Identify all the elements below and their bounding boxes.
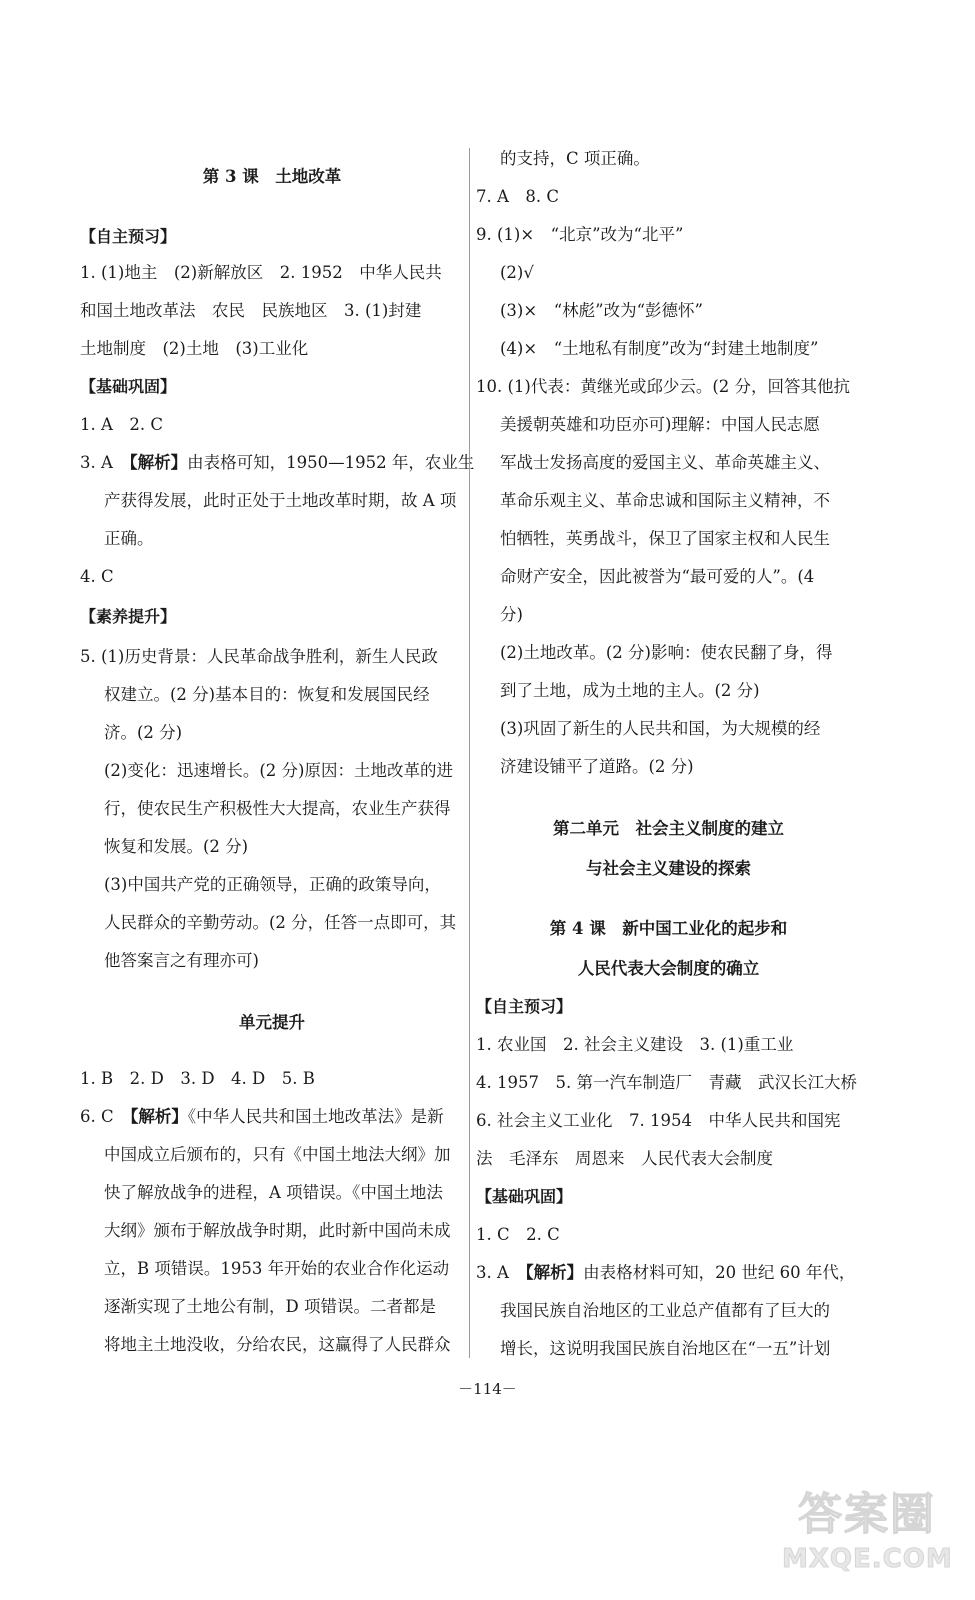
analysis-text: 由表格材料可知，20 世纪 60 年代，: [583, 1263, 856, 1282]
preview-line: 和国土地改革法 农民 民族地区 3. (1)封建: [80, 301, 422, 320]
answer-line: 分): [500, 605, 523, 624]
basic-heading: 【基础巩固】: [476, 1187, 573, 1206]
answer-line: (2)√: [500, 263, 534, 282]
answer-line: 行，使农民生产积极性大大提高，农业生产获得: [104, 799, 451, 818]
answer-line: 1. A 2. C: [80, 415, 164, 434]
unit-review-title: 单元提升: [239, 1013, 305, 1032]
answer-line: 的支持，C 项正确。: [500, 149, 650, 168]
lesson3-title: 第 3 课 土地改革: [202, 167, 342, 186]
basic-heading: 【基础巩固】: [80, 377, 177, 396]
answer-line: 正确。: [104, 529, 154, 548]
answer-line: 7. A 8. C: [476, 187, 560, 206]
analysis-tag: 【解析】: [129, 453, 188, 472]
unit2-subtitle: 与社会主义建设的探索: [586, 859, 751, 878]
answer-line: 增长，这说明我国民族自治地区在“一五”计划: [500, 1339, 831, 1358]
answer-line: (2)变化：迅速增长。(2 分)原因：土地改革的进: [104, 761, 453, 780]
answer-line: 他答案言之有理亦可): [104, 951, 259, 970]
analysis-text: 《中华人民共和国土地改革法》是新: [187, 1107, 444, 1126]
answer-line: 快了解放战争的进程，A 项错误。《中国土地法: [104, 1183, 443, 1202]
watermark-url: MXQE.COM: [782, 1544, 953, 1574]
page-number: －114－: [458, 1380, 517, 1398]
preview-line: 土地制度 (2)土地 (3)工业化: [80, 339, 309, 358]
answer-line: 军战士发扬高度的爱国主义、革命英雄主义、: [500, 453, 830, 472]
preview-heading: 【自主预习】: [476, 997, 573, 1016]
answer-line: 1. B 2. D 3. D 4. D 5. B: [80, 1069, 315, 1088]
analysis-tag: 【解析】: [130, 1107, 188, 1126]
answer-line: 产获得发展，此时正处于土地改革时期，故 A 项: [104, 491, 457, 510]
answer-line: 逐渐实现了土地公有制，D 项错误。二者都是: [104, 1297, 436, 1316]
answer-line: 济。(2 分): [104, 723, 183, 742]
answer-line: (3)× “林彪”改为“彭德怀”: [500, 301, 703, 320]
answer-line: 恢复和发展。(2 分): [104, 837, 249, 856]
answer-line: 10. (1)代表：黄继光或邱少云。(2 分，回答其他抗: [476, 377, 851, 396]
lesson4-subtitle: 人民代表大会制度的确立: [577, 959, 760, 978]
answer-line: 人民群众的辛勤劳动。(2 分，任答一点即可，其: [104, 913, 457, 932]
answer-line: 权建立。(2 分)基本目的：恢复和发展国民经: [104, 685, 430, 704]
answer-line: (4)× “土地私有制度”改为“封建土地制度”: [500, 339, 819, 358]
answer-line: 4. C: [80, 567, 114, 586]
answer-line: (2)土地改革。(2 分)影响：使农民翻了身，得: [500, 643, 833, 662]
answer-line: 1. C 2. C: [476, 1225, 560, 1244]
analysis-text: 由表格可知，1950—1952 年，农业生: [187, 453, 475, 472]
answer-line: (3)中国共产党的正确领导，正确的政策导向，: [104, 875, 441, 894]
answer-line: [80, 452, 474, 474]
answer-line: [80, 1106, 444, 1128]
answer-line: 到了土地，成为土地的主人。(2 分): [500, 681, 760, 700]
preview-line: 4. 1957 5. 第一汽车制造厂 青藏 武汉长江大桥: [476, 1073, 857, 1092]
answer-line: 立，B 项错误。1953 年开始的农业合作化运动: [104, 1259, 450, 1278]
answer-line: 大纲》颁布于解放战争时期，此时新中国尚未成: [104, 1221, 451, 1240]
column-divider: [469, 148, 470, 1358]
answer-line: 将地主土地没收，分给农民，这赢得了人民群众: [104, 1335, 451, 1354]
answer-line: 美援朝英雄和功臣亦可)理解：中国人民志愿: [500, 415, 820, 434]
analysis-tag: 【解析】: [525, 1263, 584, 1282]
preview-line: 1. (1)地主 (2)新解放区 2. 1952 中华人民共: [80, 263, 442, 282]
answer-line: 命财产安全，因此被誉为“最可爱的人”。(4: [500, 567, 815, 586]
preview-line: 6. 社会主义工业化 7. 1954 中华人民共和国宪: [476, 1111, 841, 1130]
answer-line: 中国成立后颁布的，只有《中国土地法大纲》加: [104, 1145, 451, 1164]
preview-line: 法 毛泽东 周恩来 人民代表大会制度: [476, 1149, 773, 1168]
answer-line: 济建设铺平了道路。(2 分): [500, 757, 694, 776]
answer-number: 3. A: [476, 1263, 526, 1282]
preview-heading: 【自主预习】: [80, 227, 177, 246]
lesson4-title: 第 4 课 新中国工业化的起步和: [549, 919, 788, 938]
answer-line: 5. (1)历史背景：人民革命战争胜利，新生人民政: [80, 647, 438, 666]
unit2-title: 第二单元 社会主义制度的建立: [553, 819, 784, 838]
answer-line: 革命乐观主义、革命忠诚和国际主义精神，不: [500, 491, 830, 510]
answer-line: 我国民族自治地区的工业总产值都有了巨大的: [500, 1301, 830, 1320]
watermark-logo: [782, 1478, 952, 1588]
answer-number: 3. A: [80, 453, 130, 472]
literacy-heading: 【素养提升】: [80, 607, 177, 626]
answer-line: (3)巩固了新生的人民共和国，为大规模的经: [500, 719, 821, 738]
preview-line: 1. 农业国 2. 社会主义建设 3. (1)重工业: [476, 1035, 794, 1054]
answer-line: 怕牺牲，英勇战斗，保卫了国家主权和人民生: [500, 529, 830, 548]
answer-line: 9. (1)× “北京”改为“北平”: [476, 225, 684, 244]
watermark-text: 答案圈: [798, 1489, 936, 1540]
answer-line: [476, 1262, 855, 1284]
answer-number: 6. C: [80, 1107, 131, 1126]
